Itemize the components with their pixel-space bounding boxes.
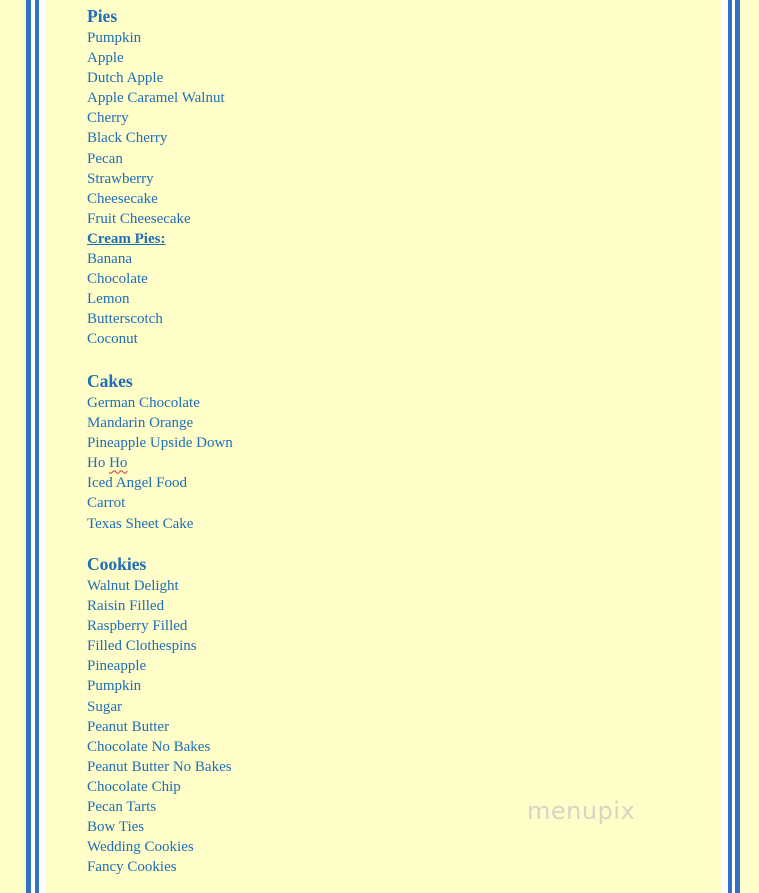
cookie-item: Raspberry Filled bbox=[87, 618, 188, 635]
pie-item: Cherry bbox=[87, 110, 129, 127]
cake-item: Texas Sheet Cake bbox=[87, 515, 194, 532]
cookie-item: Pecan Tarts bbox=[87, 799, 157, 816]
cookie-item: Peanut Butter bbox=[87, 718, 170, 735]
cakes-section bbox=[87, 371, 233, 534]
cakes-heading: Cakes bbox=[87, 371, 133, 391]
pie-item: Pecan bbox=[87, 150, 123, 167]
cookie-item: Chocolate Chip bbox=[87, 778, 181, 795]
cake-item: Carrot bbox=[87, 495, 126, 512]
cookies-heading: Cookies bbox=[87, 554, 147, 574]
cookie-item: Fancy Cookies bbox=[87, 859, 177, 876]
cake-item: Iced Angel Food bbox=[87, 475, 187, 492]
cookie-item: Pumpkin bbox=[87, 678, 142, 695]
cake-item: German Chocolate bbox=[87, 395, 200, 411]
cookie-item: Walnut Delight bbox=[87, 578, 179, 594]
cream-pie-item: Chocolate bbox=[87, 271, 148, 288]
cream-pie-item: Coconut bbox=[87, 331, 138, 348]
cookie-item: Pineapple bbox=[87, 658, 147, 675]
cream-pie-item: Banana bbox=[87, 251, 132, 268]
pie-item: Black Cherry bbox=[87, 130, 168, 147]
pies-heading: Pies bbox=[87, 6, 118, 26]
right-border-outer bbox=[735, 0, 740, 893]
cream-pie-item: Lemon bbox=[87, 291, 130, 308]
cookie-item: Filled Clothespins bbox=[87, 638, 197, 655]
left-border-padding bbox=[39, 0, 45, 893]
cookies-section bbox=[87, 554, 232, 877]
pie-item: Apple Caramel Walnut bbox=[87, 90, 225, 107]
cookie-item: Sugar bbox=[87, 698, 122, 715]
cake-item-ho-ho bbox=[87, 453, 233, 473]
cookie-item: Wedding Cookies bbox=[87, 839, 194, 856]
cookie-item: Raisin Filled bbox=[87, 598, 165, 615]
ho-ho-first-word: Ho bbox=[87, 455, 106, 472]
cookie-item: Peanut Butter No Bakes bbox=[87, 758, 232, 775]
pie-item: Pumpkin bbox=[87, 30, 142, 46]
pie-item: Dutch Apple bbox=[87, 70, 164, 87]
pie-item: Apple bbox=[87, 50, 124, 67]
cream-pie-item: Butterscotch bbox=[87, 311, 163, 328]
cake-item: Pineapple Upside Down bbox=[87, 435, 233, 452]
ho-ho-second-word: Ho bbox=[109, 455, 128, 472]
pie-item: Cheesecake bbox=[87, 190, 158, 207]
cream-pies-subheading: Cream Pies: bbox=[87, 230, 166, 247]
cookie-item: Chocolate No Bakes bbox=[87, 738, 211, 755]
cookie-item: Bow Ties bbox=[87, 819, 145, 836]
cake-item: Mandarin Orange bbox=[87, 415, 194, 432]
menupix-watermark: menupix bbox=[527, 797, 636, 825]
pie-item: Fruit Cheesecake bbox=[87, 210, 191, 227]
pies-section bbox=[87, 6, 225, 350]
pie-item: Strawberry bbox=[87, 170, 154, 187]
